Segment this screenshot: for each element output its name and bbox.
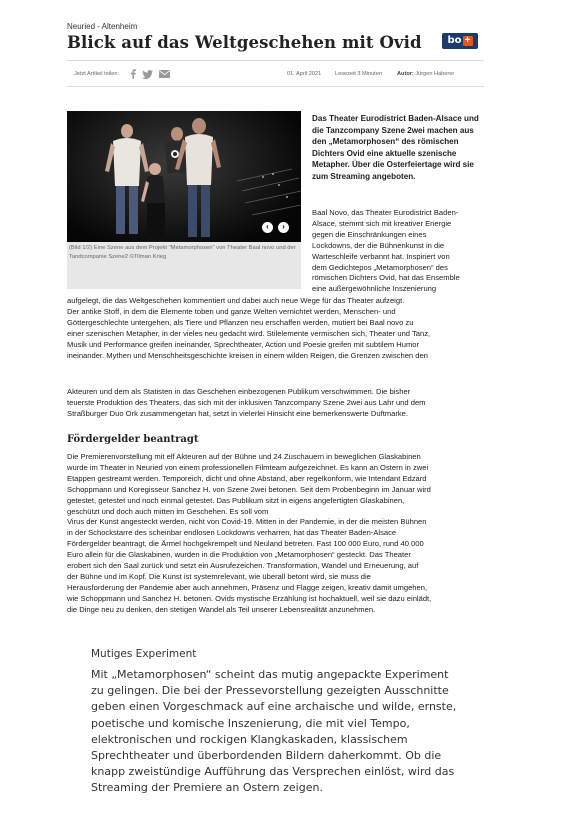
divider-top [67,60,484,61]
twitter-icon[interactable] [142,70,153,79]
author-line [397,71,454,77]
text-line: wurde im Theater in Neuried von einem professionellen Filmteam aufgezeichnet. Es kann an Ostern in zwei [67,462,429,472]
text-line: Herausforderung der Pandemie aber auch annehmen, Präsenz und Flagge zeigen, kreativ damit umgehen, [67,582,428,592]
reading-time: Lesezeit 3 Minuten [335,71,382,77]
text-line: Virus der Kunst angesteckt werden, nicht von Covid-19. Mitten in der Pandemie, in der die meisten Bühnen [67,517,427,527]
text-line: gegen die Einschränkungen eines [312,229,427,239]
text-line: Der antike Stoff, in dem die Elemente toben und ganze Welten vernichtet werden, Menschen- und [67,306,396,316]
text-line: zu gelingen. Die bei der Pressevorstellung gezeigten Ausschnitte [91,684,449,698]
page-title: Blick auf das Weltgeschehen mit Ovid [67,33,422,52]
text-line: ineinander. Mythen und Menschheitsgeschichte kreisen in einem wilden Reigen, die Grenzen zwischen den [67,350,428,360]
article-lead: Das Theater Eurodistrict Baden-Alsace und die Tanzcompany Szene 2wei machen aus den „Metamorphosen“ des römischen Dichters Ovid eine aktuelle szenische Metapher. Über die Osterfeiertage wird sie zum Streaming angeboten. [312,114,479,181]
text-line: Die Premierenvorstellung mit elf Akteuren auf der Bühne und 24 Zuschauern in beweglichen Glaskabinen [67,452,421,461]
text-line: Alsace, stemmt sich mit kreativer Energie [312,218,452,228]
email-icon[interactable] [159,70,170,78]
text-line: der Bühne und im Kopf. Die Kunst ist systemrelevant, wie überall betont wird, sie muss die [67,571,371,581]
text-line: Sprechtheater und überbordenden Bildern daherkommt. Ob die [91,749,442,763]
section-heading-mutiges-experiment: Mutiges Experiment [91,648,197,660]
image-next-button[interactable] [278,222,289,233]
text-line: Warteschleife verbannt hat. Inspiriert von [312,251,450,261]
text-line: Fördergelder beantragt, die Ärmel hochgekrempelt und Neuland betreten. Fast 100 000 Euro, rund 40 000 [67,539,424,549]
text-line: erobert sich den Saal zurück und setzt ein Ausrufezeichen. Transformation, Wandel und Erneuerung, auf [67,561,419,571]
article-kicker: Neuried - Altenheim [67,22,138,31]
logo-text: bo [447,35,462,46]
facebook-icon[interactable] [130,69,136,79]
text-line: aufgelegt, die das Weltgeschehen kommentiert und dabei auch neue Wege für das Theater aufzeigt. [67,296,405,305]
article-date: 01. April 2021 [287,71,322,77]
text-line: einer szenischen Metapher, in der vieles neu gedacht wird. Stilelemente vermischen sich, Theater und Tanz, [67,328,431,338]
bo-plus-logo[interactable] [442,33,478,49]
text-line: eine außergewöhnliche Inszenierung [312,284,437,294]
text-line: Etappen gestreamt werden. Temporeich, dicht und ohne Abstand, aber regelkonform, wie Intendant Edzard [67,473,427,483]
text-line: Euro allein für die Glaskabinen, wurden in die Produktion von „Metamorphosen“ gesteckt. Das Theater [67,550,411,560]
text-line: Straßburger Duo Ork zusammengetan hat, setzt in vielerlei Hinsicht eine bemerkenswerte Duftmarke. [67,408,409,418]
text-line: getestet, getestet und noch einmal getestet. Das Publikum sitzt in eigens angefertigten Glaskabinen, [67,495,405,505]
paragraph-1-continued [67,296,507,361]
text-line: geschützt und doch auch mitten im Geschehen. Es soll vom [67,506,269,516]
divider-meta [67,86,484,87]
text-line: Mit „Metamorphosen“ scheint das mutig angepackte Experiment [91,668,449,681]
text-line: geben einen Vorgeschmack auf eine archaische und wilde, ernste, [91,700,457,714]
paragraph-4 [91,667,491,797]
text-line: die Dinge neu zu denken, den stetigen Wandel als Teil unserer Lebensrealität anzunehmen. [67,604,376,614]
text-line: knapp zweistündige Aufführung das Versprechen einlöst, wird das [91,765,455,779]
text-line: in der Schockstarre des scheinbar endlosen Lockdowns verharren, hat das Theater Baden-Alsace [67,528,397,538]
image-caption: (Bild 1/2) Eine Szene aus dem Projekt "Metamorphosen" von Theater Baal novo und der Tandcompanie Szene2 ©Tilman Krieg [69,245,296,260]
author-name[interactable]: Jürgen Haberer [415,71,455,77]
text-line: Lockdowns, der die Bühnenkunst in die [312,240,445,250]
author-label: Autor: [397,71,414,77]
text-line: dem Gedichtepos „Metamorphosen“ des [312,262,448,272]
text-line: teuerste Produktion des Theaters, das sich mit der inklusiven Tanzcompany Szene 2wei aus Lahr und dem [67,397,426,407]
stage-photo [67,111,301,262]
logo-plus: + [463,36,473,46]
paragraph-1 [312,208,498,295]
text-line: Akteuren und dem als Statisten in das Geschehen einbezogenen Publikum verschwimmen. Die bisher [67,387,411,396]
chevron-left-icon: ‹ [266,222,269,231]
text-line: poetische und komische Inszenierung, die mit viel Tempo, [91,716,410,730]
share-icons [130,69,170,79]
text-line: Musik und Performance greifen ineinander, Sprechtheater, Action und Poesie greifen mit subtilem Humor [67,339,420,349]
text-line: wie Schoppmann und Sanchez H. betonen. Ovids mystische Erzählung ist hochaktuell, weil sie dazu einlädt, [67,593,432,603]
chevron-right-icon: › [282,222,285,231]
text-line: Göttergeschlechte untergehen, als Tiere und Pflanzen neu erschaffen werden, mutiert bei Baal novo zu [67,317,414,327]
paragraph-3 [67,452,507,616]
section-heading-foerdergelder: Fördergelder beantragt [67,434,199,445]
image-prev-button[interactable] [262,222,273,233]
article-image[interactable] [67,111,301,262]
paragraph-2 [67,387,507,420]
text-line: Schoppmann und Koregisseur Sanchez H. von Szene 2wei betonen. Seit dem Probenbeginn im Januar wird [67,484,431,494]
share-label: Jetzt Artikel teilen: [74,71,120,77]
text-line: römischen Dichters Ovid, hat das Ensemble [312,273,460,283]
text-line: Streaming der Premiere an Ostern zeigen. [91,781,323,795]
text-line: elektronischen und rockigen Klangkaskaden, klassischem [91,732,408,746]
text-line: Baal Novo, das Theater Eurodistrict Baden- [312,208,459,217]
